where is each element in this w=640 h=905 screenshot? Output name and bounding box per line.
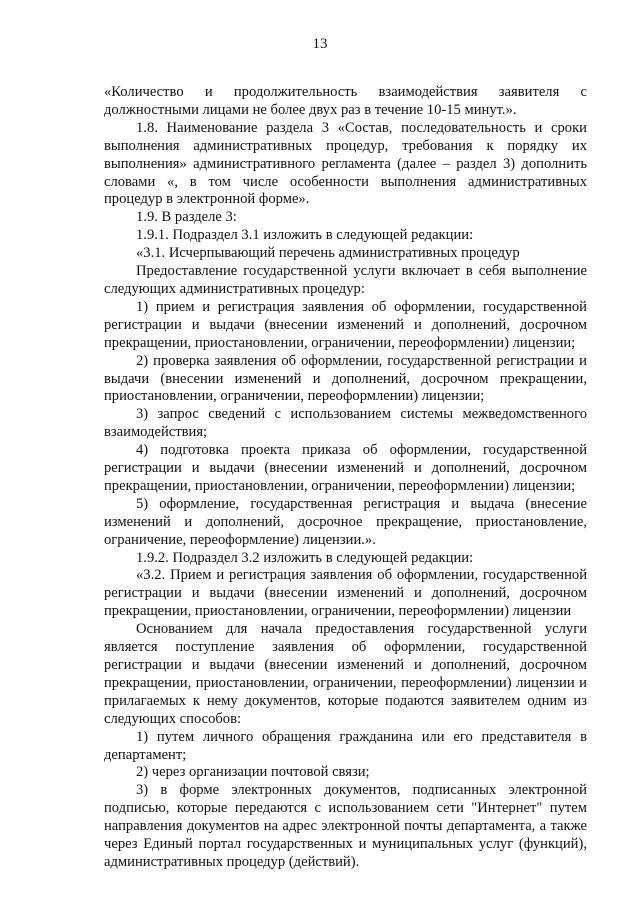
paragraph: 1.9. В разделе 3: (136, 209, 237, 226)
list-item: 3) в форме электронных документов, подписанных электронной подписью, которые передаются с использованием сети "Интернет" путем направления документов на адрес электронной почты департамента, а также через Единый портал государственных и муниципальных услуг (функций), административных процедур (действий). (104, 782, 587, 870)
list-item: 5) оформление, государственная регистрация и выдача (внесение изменений и дополнений, досрочное прекращение, приостановление, ограничение, переоформление) лицензии.». (104, 495, 587, 548)
list-item: 4) подготовка проекта приказа об оформлении, государственной регистрации и выдачи (внесении изменений и дополнений, досрочном прекращении, приостановлении, ограничении, переоформлении) лицензии; (104, 442, 587, 494)
list-item: 1) прием и регистрация заявления об оформлении, государственной регистрации и выдачи (внесении изменений и дополнений, досрочном прекращении, приостановлении, ограничении, переоформлении) лицензии; (104, 298, 587, 351)
list-item: 1) путем личного обращения гражданина или его представителя в департамент; (104, 728, 587, 763)
list-item: 3) запрос сведений с использованием системы межведомственного взаимодействия; (104, 406, 587, 441)
page-number: 13 (312, 36, 328, 52)
section-heading: «3.2. Прием и регистрация заявления об оформлении, государственной регистрации и выдачи (внесении изменений и дополнений, досрочном прекращении, приостановлении, ограничении, переоформлении) лицензии (104, 567, 587, 620)
section-heading: «3.1. Исчерпывающий перечень административных процедур (136, 245, 520, 262)
paragraph: 1.9.1. Подраздел 3.1 изложить в следующей редакции: (136, 227, 474, 244)
paragraph: 1.8. Наименование раздела 3 «Состав, последовательность и сроки выполнения административных процедур, требования к порядку их выполнения» административного регламента (далее – раздел 3) дополнить словами «, в том числе особенности выполнения административных процедур в электронной форме». (104, 119, 587, 208)
list-item: 2) проверка заявления об оформлении, государственной регистрации и выдачи (внесении изменений и дополнений, досрочном прекращении, приостановлении, ограничении, переоформлении) лицензии; (104, 352, 587, 405)
document-body (104, 84, 587, 872)
paragraph: Основанием для начала предоставления государственной услуги является поступление заявления об оформлении, государственной регистрации и выдачи (внесении изменений и дополнений, досрочном прекращении, приостановлении, ограничении, переоформлении) лицензии и прилагаемых к нему документов, которые подаются заявителем одним из следующих способов: (104, 621, 587, 727)
paragraph: 1.9.2. Подраздел 3.2 изложить в следующей редакции: (136, 549, 474, 566)
paragraph: Предоставление государственной услуги включает в себя выполнение следующих административных процедур: (104, 263, 587, 297)
list-item: 2) через организации почтовой связи; (136, 764, 370, 781)
paragraph: «Количество и продолжительность взаимодействия заявителя с должностными лицами не более двух раз в течение 10-15 минут.». (104, 84, 587, 118)
